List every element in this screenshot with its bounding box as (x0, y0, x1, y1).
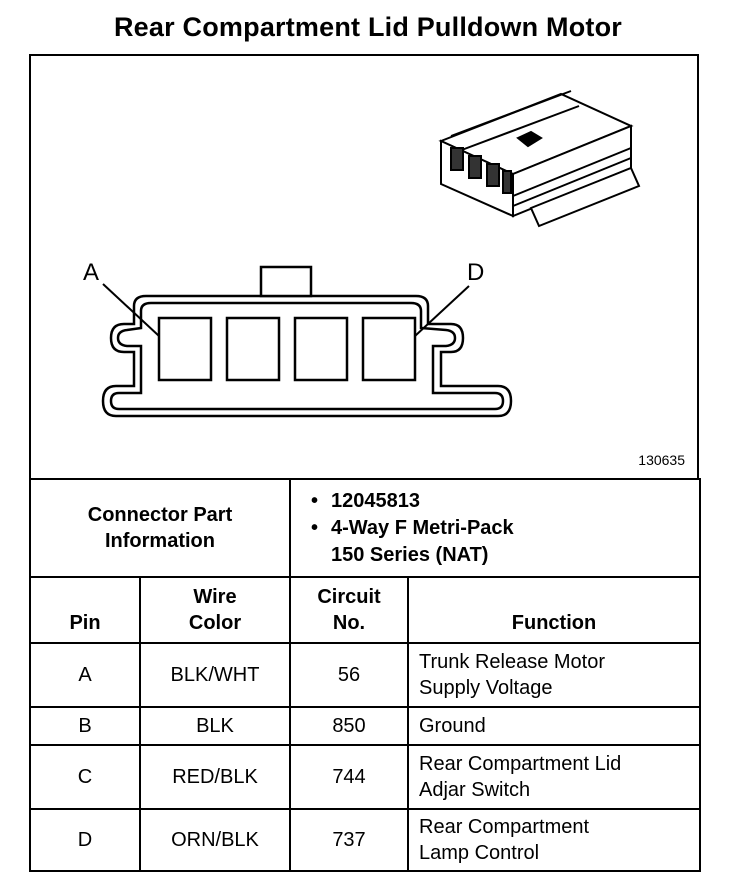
connector-face-drawing (31, 56, 701, 482)
circuit-cell: 850 (290, 707, 408, 745)
connector-figure (29, 54, 699, 480)
connector-info-label: Connector Part Information (30, 479, 290, 577)
pin-cell: D (30, 809, 140, 871)
table-row (30, 707, 700, 745)
function-cell: Ground (408, 707, 700, 745)
table-header-row (30, 577, 700, 643)
list-item: 150 Series (NAT) (331, 543, 489, 566)
connector-face (103, 267, 511, 416)
figure-id: 130635 (638, 452, 685, 468)
header-function: Function (408, 577, 700, 643)
table-row (30, 809, 700, 871)
wire-color-cell: BLK/WHT (140, 643, 290, 707)
circuit-cell: 56 (290, 643, 408, 707)
function-cell: Rear Compartment Lid Adjar Switch (408, 745, 700, 809)
list-item: • 12045813 (311, 489, 420, 512)
header-circuit: Circuit No. (290, 577, 408, 643)
connector-info-list (290, 479, 700, 577)
table-row (30, 745, 700, 809)
connector-info-row (30, 479, 700, 577)
wire-color-cell: RED/BLK (140, 745, 290, 809)
circuit-cell: 744 (290, 745, 408, 809)
pin-cell: B (30, 707, 140, 745)
wire-color-cell: ORN/BLK (140, 809, 290, 871)
connector-3d-icon (441, 91, 639, 226)
header-pin: Pin (30, 577, 140, 643)
header-wire-color: Wire Color (140, 577, 290, 643)
connector-table (29, 478, 701, 872)
pin-cell: A (30, 643, 140, 707)
table-row (30, 643, 700, 707)
pin-d-label: D (467, 259, 485, 286)
pin-cell: C (30, 745, 140, 809)
function-cell: Trunk Release Motor Supply Voltage (408, 643, 700, 707)
function-cell: Rear Compartment Lamp Control (408, 809, 700, 871)
circuit-cell: 737 (290, 809, 408, 871)
wire-color-cell: BLK (140, 707, 290, 745)
page-title: Rear Compartment Lid Pulldown Motor (113, 12, 622, 42)
pin-a-label: A (83, 259, 100, 286)
list-item: • 4-Way F Metri-Pack (311, 516, 514, 539)
